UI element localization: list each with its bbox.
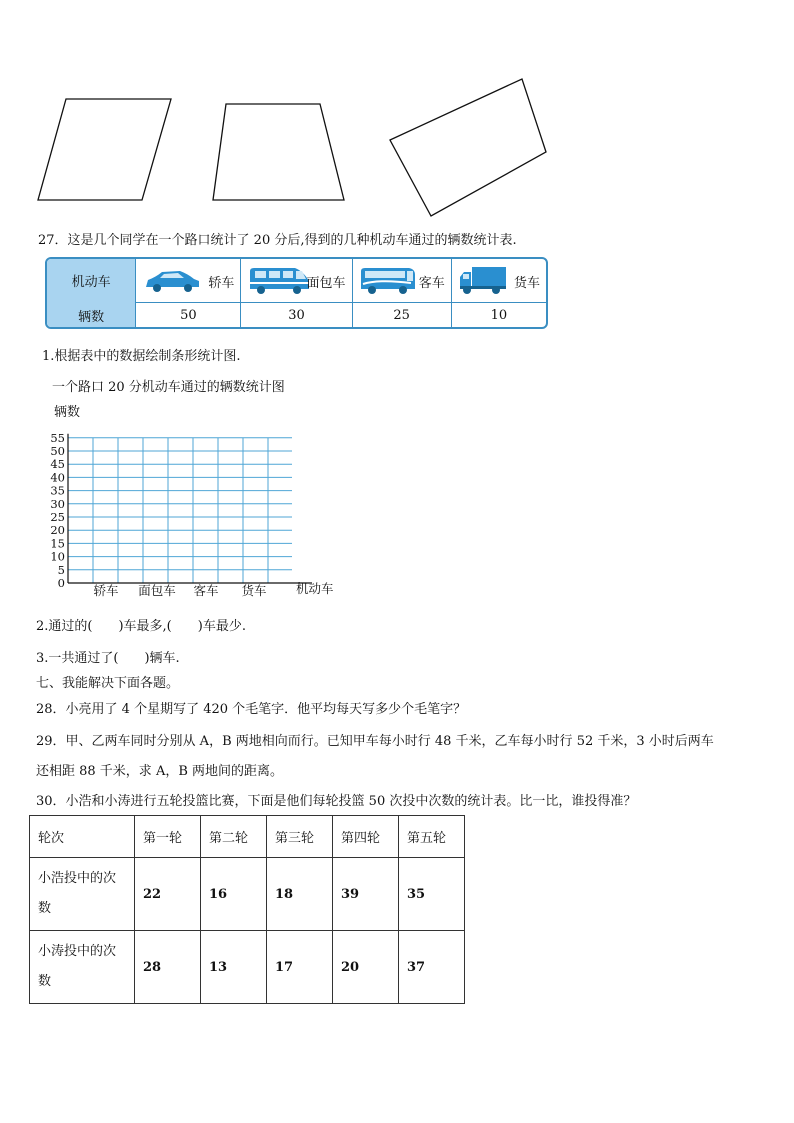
vehicle-cell-sedan (136, 259, 241, 302)
y-tick-label: 30 (50, 496, 65, 511)
table-cell: 35 (399, 858, 465, 931)
x-category-label: 面包车 (138, 583, 176, 598)
table-cell: 22 (135, 858, 201, 931)
table-row (30, 858, 465, 931)
bus-icon (359, 265, 417, 295)
question-30: 30．小浩和小涛进行五轮投篮比赛，下面是他们每轮投篮 50 次投中次数的统计表。比一比，谁投得准？ (36, 794, 637, 809)
question-27 (38, 229, 517, 248)
table-header-cell: 第三轮 (267, 816, 333, 858)
row-label-line: 小涛投中的次 (38, 944, 117, 959)
table-header-cell: 第二轮 (201, 816, 267, 858)
shooting-score-table (29, 815, 465, 1004)
table-cell: 18 (267, 858, 333, 931)
y-axis-label: 辆数 (54, 405, 81, 420)
table-cell: 37 (399, 931, 465, 1004)
chart-title: 一个路口 20 分机动车通过的辆数统计图 (52, 380, 285, 395)
table-cell: 17 (267, 931, 333, 1004)
question-number: 27． (38, 233, 68, 248)
vehicle-name: 面包车 (306, 276, 346, 291)
y-tick-label: 35 (50, 483, 65, 498)
count-cell: 10 (490, 308, 508, 323)
parallelogram-shape (38, 99, 171, 200)
vehicle-count-table (45, 257, 548, 329)
trapezoid-shape (213, 104, 344, 200)
y-tick-label: 10 (50, 549, 65, 564)
y-tick-label: 55 (50, 430, 65, 445)
row-label-cell (30, 858, 135, 931)
vehicle-name: 轿车 (208, 276, 235, 291)
sedan-car-icon (142, 265, 202, 295)
y-tick-label: 45 (50, 457, 65, 472)
table-header-cell: 第一轮 (135, 816, 201, 858)
table-header-cell: 第五轮 (399, 816, 465, 858)
table-cell: 28 (135, 931, 201, 1004)
vehicle-name: 客车 (418, 276, 445, 291)
quadrilateral-figures (30, 75, 560, 225)
vehicle-cell-minivan (241, 259, 352, 302)
count-cell: 50 (136, 302, 241, 329)
y-tick-label: 40 (50, 470, 65, 485)
row-label-line: 数 (38, 901, 52, 916)
vehicle-cell-bus (353, 259, 452, 302)
table-header-cell: 轮次 (30, 816, 135, 858)
vehicle-cell-truck (452, 259, 546, 302)
question-text: 这是几个同学在一个路口统计了 20 分后,得到的几种机动车通过的辆数统计表. (67, 233, 517, 248)
sub-question-2: 2.通过的( )车最多,( )车最少. (36, 619, 246, 634)
x-category-label: 轿车 (93, 583, 119, 598)
header-label-cell: 机动车 (47, 259, 136, 302)
table-header-cell: 第四轮 (333, 816, 399, 858)
table-cell: 16 (201, 858, 267, 931)
truck-icon (458, 265, 508, 295)
sub-question-3: 3.一共通过了( )辆车. (36, 651, 180, 666)
count-cell: 25 (353, 302, 452, 329)
table-cell: 20 (333, 931, 399, 1004)
rotated-rectangle-shape (390, 79, 546, 216)
table-header-row (30, 816, 465, 858)
count-label-cell: 辆数 (47, 302, 136, 329)
y-tick-label: 20 (50, 523, 65, 538)
count-cell: 30 (241, 302, 352, 329)
bar-chart-grid (28, 400, 348, 605)
table-row (30, 931, 465, 1004)
vehicle-count-row (47, 302, 546, 329)
x-axis-label: 机动车 (296, 581, 334, 596)
x-category-label: 客车 (193, 583, 219, 598)
x-category-label: 货车 (241, 583, 267, 598)
minivan-icon (247, 265, 311, 295)
row-label-line: 小浩投中的次 (38, 871, 117, 886)
question-29-line2: 还相距 88 千米，求 A，B 两地间的距离。 (36, 764, 284, 779)
vehicle-name: 货车 (513, 276, 540, 291)
y-tick-label: 25 (50, 510, 65, 524)
table-cell: 39 (333, 858, 399, 931)
y-tick-label: 50 (50, 444, 65, 458)
y-tick-label: 5 (57, 562, 65, 577)
y-tick-label: 0 (57, 576, 65, 590)
row-label-cell (30, 931, 135, 1004)
question-28: 28．小亮用了 4 个星期写了 420 个毛笔字．他平均每天写多少个毛笔字？ (36, 702, 467, 717)
table-cell: 13 (201, 931, 267, 1004)
section-heading: 七、我能解决下面各题。 (36, 676, 180, 691)
y-tick-label: 15 (50, 536, 65, 551)
question-29-line1: 29．甲、乙两车同时分别从 A，B 两地相向而行。已知甲车每小时行 48 千米，乙车每小时行 52 千米，3 小时后两车 (36, 734, 714, 749)
sub-question-1: 1.根据表中的数据绘制条形统计图. (42, 349, 241, 364)
vehicle-header-row (47, 259, 546, 303)
row-label-line: 数 (38, 974, 52, 989)
